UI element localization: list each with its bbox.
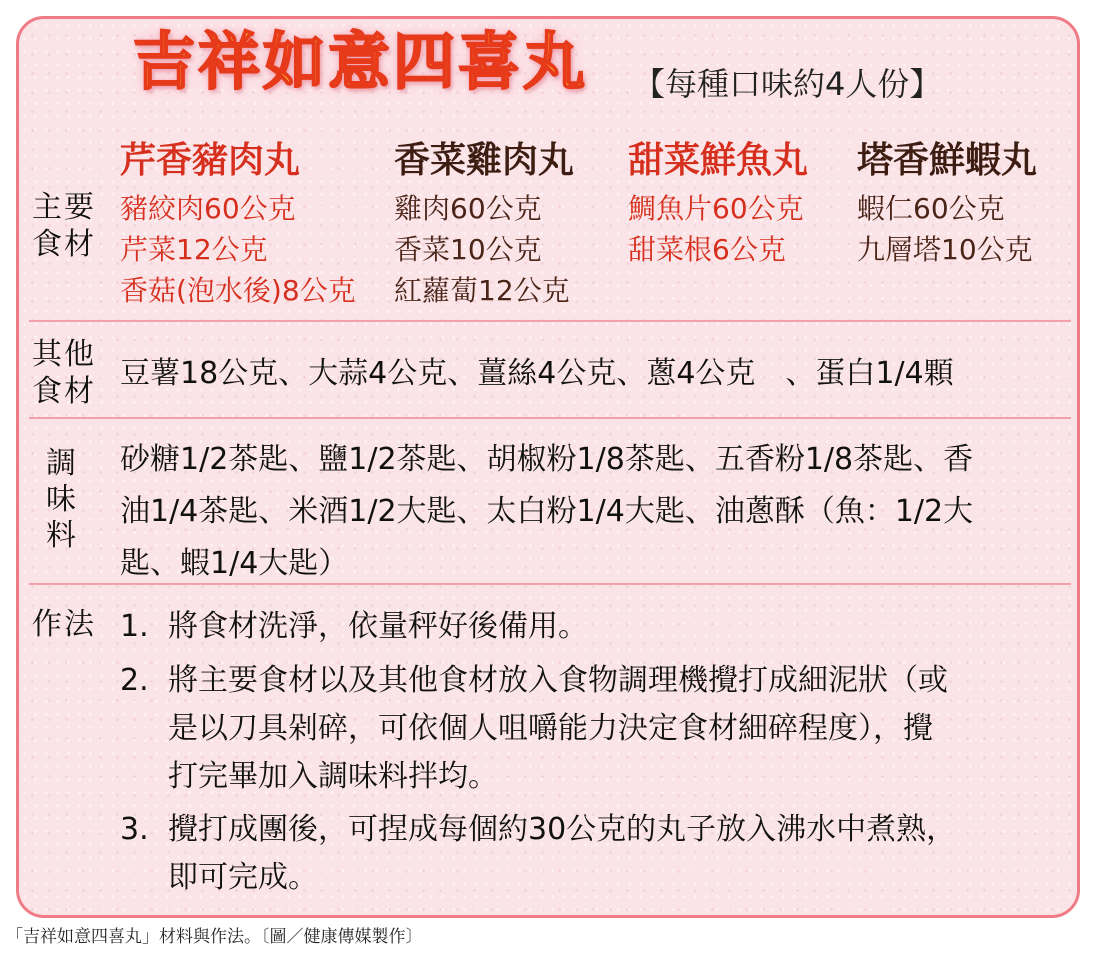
ingredient-item: 紅蘿蔔12公克 bbox=[394, 274, 570, 307]
seasoning-label: 調 味 料 bbox=[46, 446, 78, 553]
other-ingredients-label: 其他 食材 bbox=[32, 337, 96, 409]
method-label: 作法 bbox=[32, 607, 96, 642]
recipe-title: 吉祥如意四喜丸 bbox=[133, 25, 589, 98]
other-ingredients-text: 豆薯18公克、大蒜4公克、薑絲4公克、蔥4公克 、蛋白1/4顆 bbox=[120, 356, 954, 391]
variety-shrimp-ingredients bbox=[857, 188, 1033, 270]
image-caption: 「吉祥如意四喜丸」材料與作法。〔圖／健康傳媒製作〕 bbox=[6, 927, 423, 947]
section-divider bbox=[29, 320, 1071, 322]
ingredient-item: 蝦仁60公克 bbox=[857, 192, 1005, 225]
section-divider bbox=[29, 417, 1071, 419]
variety-chicken-ingredients bbox=[394, 188, 570, 311]
ingredient-item: 香菜10公克 bbox=[394, 233, 542, 266]
section-divider bbox=[29, 583, 1071, 585]
servings-note: 【每種口味約4人份】 bbox=[633, 65, 942, 103]
variety-fish-title: 甜菜鮮魚丸 bbox=[628, 139, 809, 181]
ingredient-item: 芹菜12公克 bbox=[120, 233, 268, 266]
variety-pork-ingredients bbox=[120, 188, 356, 311]
ingredient-item: 雞肉60公克 bbox=[394, 192, 542, 225]
variety-shrimp-title: 塔香鮮蝦丸 bbox=[857, 139, 1038, 181]
variety-chicken-title: 香菜雞肉丸 bbox=[394, 139, 575, 181]
main-ingredients-label: 主要 食材 bbox=[32, 190, 96, 262]
variety-pork-title: 芹香豬肉丸 bbox=[120, 139, 301, 181]
variety-fish-ingredients bbox=[628, 188, 804, 270]
ingredient-item: 鯛魚片60公克 bbox=[628, 192, 804, 225]
ingredient-item: 豬絞肉60公克 bbox=[120, 192, 296, 225]
ingredient-item: 香菇(泡水後)8公克 bbox=[120, 274, 356, 307]
ingredient-item: 甜菜根6公克 bbox=[628, 233, 786, 266]
ingredient-item: 九層塔10公克 bbox=[857, 233, 1033, 266]
seasoning-text: 砂糖1/2茶匙、鹽1/2茶匙、胡椒粉1/8茶匙、五香粉1/8茶匙、香 油1/4茶匙、米酒1/2大匙、太白粉1/4大匙、油蔥酥（魚：1/2大 匙、蝦1/4大匙） bbox=[120, 442, 974, 581]
